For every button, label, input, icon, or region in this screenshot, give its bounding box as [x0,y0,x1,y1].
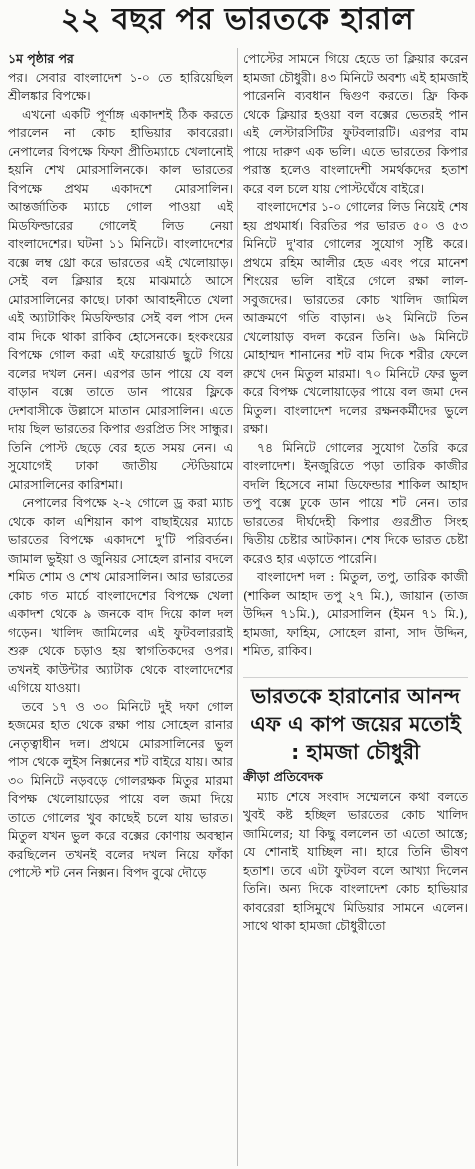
article-paragraph: পোস্টের সামনে গিয়ে হেডে তা ক্লিয়ার করেন হামজা চৌধুরী। ৪৩ মিনিটে অবশ্য এই হামজাই পারেননি ব্যবধান দ্বিগুণ করতে। ফ্রি কিক থেকে ক্লিয়ার হওয়া বল বক্সের ভেতরই পান এই লেস্টারসিটির ফুটবলারটি। এরপর বাম পায়ে দারুণ এক ভলি। এতে ভারতের কিপার পরাস্ত হলেও বাংলাদেশী সমর্থকদের হতাশ করে বল চলে যায় পোস্টঘেঁষে বাইরে। [243,51,468,196]
article-paragraph: বাংলাদেশের ১-০ গোলের লিড নিয়েই শেষ হয় প্রথমার্ধ। বিরতির পর ভারত ৫০ ও ৫৩ মিনিটে দু'বার গোলের সুযোগ সৃষ্টি করে। প্রথমে রহিম আলীর হেড এবং পরে মানেশ শিংয়ের ভলি বাইরে গেলে রক্ষা লাল-সবুজদের। ভারতের কোচ খালিদ জামিল আক্রমণে গতি বাড়ান। ৬২ মিনিটে তিন খেলোয়াড় বদল করেন তিনি। ৬৯ মিনিটে মোহাম্মদ শানানের শট বাম দিকে শরীর ফেলে রুখে দেন মিতুল মারমা। ৭০ মিনিটে ফের ভুল করে বিপক্ষ খেলোয়াড়ের পায়ে বল জমা দেন মিতুল। বাংলাদেশ দলের রক্ষনকর্মীদের ভুলে রক্ষা। [243,199,468,436]
reporter-byline: ক্রীড়া প্রতিবেদক [243,768,323,784]
left-column [8,50,233,1165]
page-reference: ১ম পৃষ্ঠার পর [8,51,74,66]
sub-headline: ভারতকে হারানোর আনন্দ এফ এ কাপ জয়ের মতোই : হামজা চৌধুরী [243,677,468,766]
right-column [243,50,468,1165]
article-paragraph: তবে ১৭ ও ৩০ মিনিটে দুই দফা গোল হজমের হাত থেকে রক্ষা পায় সোহেল রানার নেতৃত্বাধীন দল। প্রথমে মোরসালিনের ভুল পাস থেকে লুইস নিক্সনের শট বাইরে যায়। আর ৩০ মিনিটে নড়বড়ে গোলরক্ষক মিতুর মারমা বিপক্ষ খেলোয়াড়ের পায়ে বল জমা দিয়ে তাতে গোলের খুব কাছেই চলে যায় ভারত। মিতুল যখন ভুল করে বক্সের কোণায় অবস্থান করছিলেন তখনই বলের দখল নিয়ে ফাঁকা পোস্টে শট নেন নিক্সন। বিপদ বুঝে দৌড়ে [8,698,233,880]
team-lineup-paragraph: বাংলাদেশ দল : মিতুল, তপু, তারিক কাজী (শাকিল আহাদ তপু ২৭ মি.), জায়ান (তাজ উদ্দিন ৭১মি.), মোরসালিন (ইমন ৭১ মি.), হামজা, ফাহিম, সোহেল রানা, সাদ উদ্দিন, শমিত, রাকিব। [243,569,468,658]
paragraph-text: পর। সেবার বাংলাদেশ ১-০ তে হারিয়েছিল শ্রীলঙ্কার বিপক্ষে। [8,69,233,103]
continuation-paragraph [8,50,233,106]
headline: ২২ বছর পর ভারতকে হারাল [60,2,415,37]
column-divider [237,48,238,1166]
article-paragraph: ম্যাচ শেষে সংবাদ সম্মেলনে কথা বলতে খুবই কষ্ট হচ্ছিল ভারতের কোচ খালিদ জামিলের; যা কিছু বললেন তা এতো আস্তে; যে শোনাই যাচ্ছিল না। হারে তিনি ভীষণ হতাশ। তবে এটা ফুটবল বলে আখ্যা দিলেন তিনি। অন্য দিকে বাংলাদেশ কোচ হাভিয়ার কাবরেরা হাসিমুখে মিডিয়ার সামনে এলেন। সাথে থাকা হামজা চৌধুরীতো [243,788,468,933]
article-paragraph: ৭৪ মিনিটে গোলের সুযোগ তৈরি করে বাংলাদেশ। ইনজুরিতে পড়া তারিক কাজীর বদলি হিসেবে নামা ডিফেন্ডার শাকিল আহাদ তপু বক্সে ঢুকে ডান পায়ে শট নেন। তার ভারতের দীর্ঘদেহী কিপার গুরপ্রীত সিংহ দ্বিতীয় চেষ্টার আটকান। শেষ দিকে ভারত চেষ্টা করেও হার এড়াতে পারেনি। [243,439,468,566]
article-paragraph: নেপালের বিপক্ষে ২-২ গোলে ড্র করা ম্যাচ থেকে কাল এশিয়ান কাপ বাছাইয়ের ম্যাচে ভারতের বিপক্ষে একাদশে দু'টি পরিবর্তন। জামাল ভুইয়া ও জুনিয়র সোহেল রানার বদলে শমিত শোম ও শেখ মোরসালিন। আর ভারতের কোচ গত মার্চে বাংলাদেশের বিপক্ষে খেলা একাদশ থেকে ৯ জনকে বাদ দিয়ে কাল দল গড়েন। খালিদ জামিলের এই ফুটবলাররাই শুরু থেকে চড়াও হয় স্বাগতিকদের ওপর। তখনই কাউন্টার অ্যাটাক থেকে বাংলাদেশের এগিয়ে যাওয়া। [8,495,233,695]
article-paragraph: এখনো একটি পূর্ণাঙ্গ একাদশই ঠিক করতে পারলেন না কোচ হাভিয়ার কাবরেরা। নেপালের বিপক্ষে ফিফা প্রীতিম্যাচে খেলানোই হয়নি শেখ মোরসালিনকে। কাল ভারতের বিপক্ষে প্রথম একাদশে মোরসালিন। আন্তর্জাতিক ম্যাচে গোল পাওয়া এই মিডফিল্ডারের গোলেই লিড নেয়া বাংলাদেশের। ঘটনা ১১ মিনিটে। বাংলাদেশের বক্সে লম্ব থ্রো করে ভারতের এই খেলোয়াড়। সেই বল ক্লিয়ার হয়ে মাঝমাঠে আসে মোরসালিনের কাছে। ঢাকা আবাহনীতে খেলা এই অ্যাটাকিং মিডফিল্ডার সেই বল পাস দেন বাম দিকে থাকা রাকিব হোসেনকে। হংকংয়ের বিপক্ষে গোল করা এই ফরোয়ার্ড ছুটে গিয়ে বলের দখল নেন। এরপর ডান পায়ে যে বল বাড়ান বক্সে তাতে ডান পায়ের ফ্লিকে দেশবাসীকে উল্লাসে মাতান মোরসালিন। এতে দায় ছিল ভারতের কিপার গুরপ্রিত সিং সান্ধুর। তিনি পোস্ট ছেড়ে বের হতে সময় নেন। এ সুযোগেই ঢাকা জাতীয় স্টেডিয়ামে মোরসালিনের কারিশমা। [8,106,233,492]
